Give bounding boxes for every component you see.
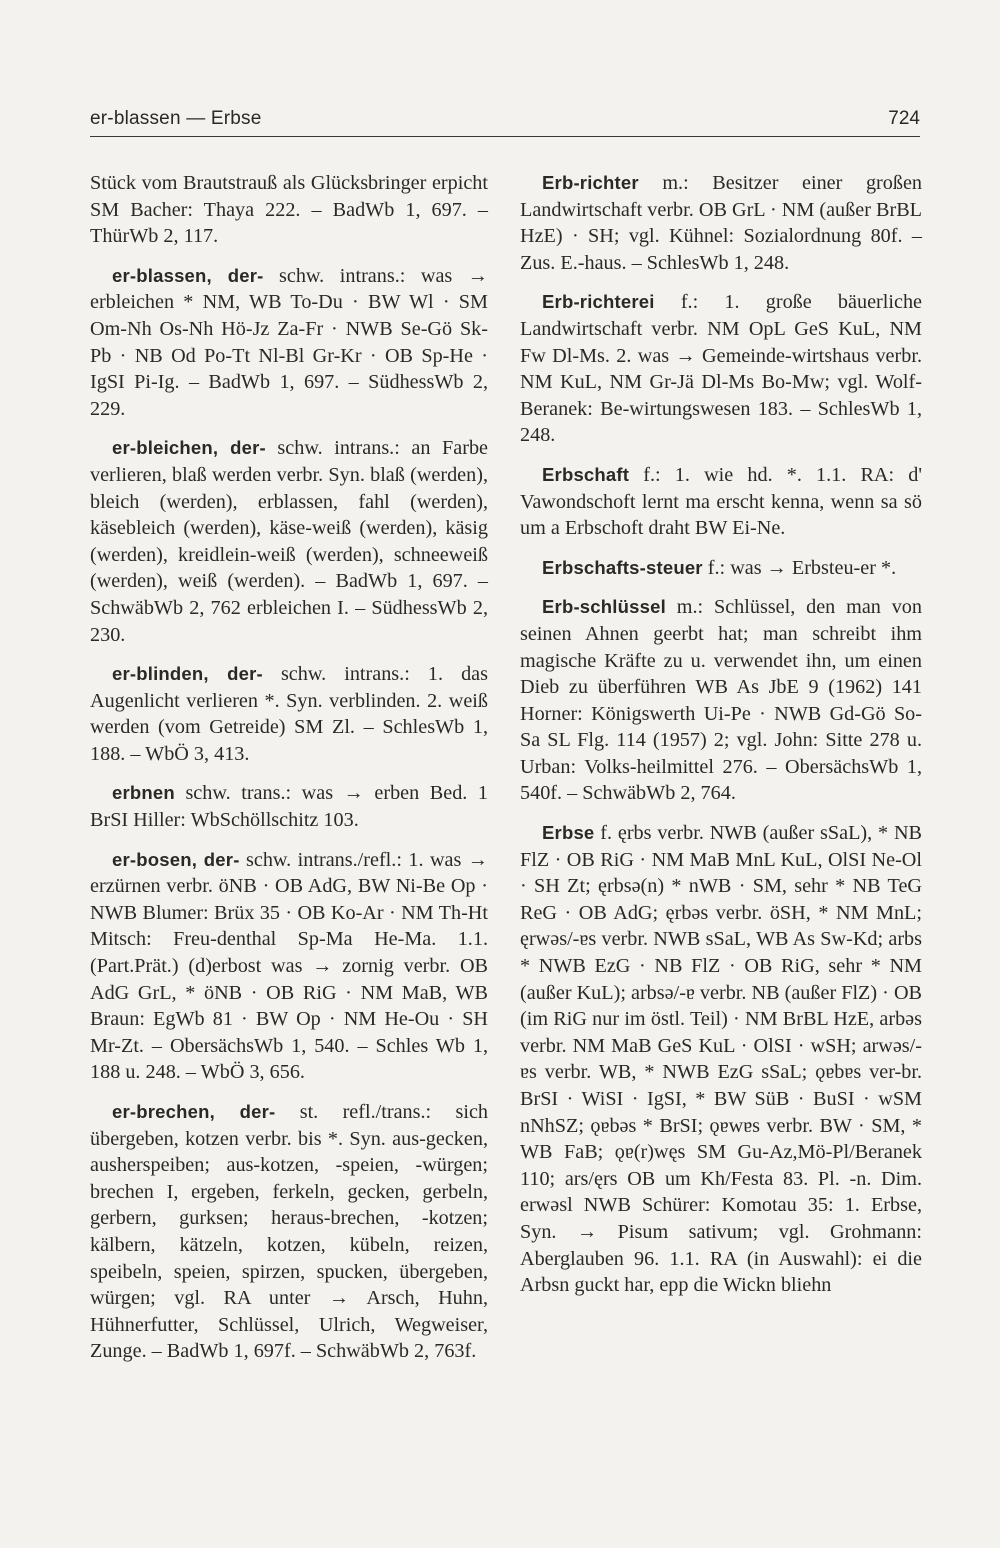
dictionary-entry [520, 462, 922, 542]
dictionary-entry [520, 170, 922, 276]
entry-lemma: er-bosen, der- [112, 848, 240, 870]
entry-lemma: Erbschaft [542, 463, 630, 485]
entry-text: f.: 1. wie hd. *. 1.1. RA: d' Vawondschoft lernt ma erscht kenna, wenn sa sö um a Erbschoft draht BW Ei-Ne. [520, 463, 922, 540]
dictionary-entry [520, 555, 922, 582]
entry-text: st. refl./trans.: sich übergeben, kotzen verbr. bis *. Syn. aus-gecken, ausherspeiben; aus-kotzen, -speien, -würgen; brechen I, ergeben, ferkeln, gecken, gerbeln, gerbern, gurksen; heraus-brechen, -kotzen; kälbern, kätzeln, kotzen, kübeln, reizen, speibeln, speien, spirzen, spucken, übergeben, würgen; vgl. RA unter → Arsch, Huhn, Hühnerfutter, Schlüssel, Ulrich, Wegweiser, Zunge. – BadWb 1, 697f. – SchwäbWb 2, 763f. [90, 1101, 488, 1363]
page-header [90, 104, 920, 137]
left-column [90, 170, 488, 1378]
entry-lemma: Erb-richterei [542, 291, 655, 313]
entry-text: f.: was → Erbsteu-er *. [702, 556, 897, 579]
entry-text: f.: 1. große bäuerliche Landwirtschaft verbr. NM OpL GeS KuL, NM Fw Dl-Ms. 2. was → Gemeinde-wirtshaus verbr. NM KuL, NM Gr-Jä Dl-Ms Bo-Mw; vgl. Wolf-Beranek: Be-wirtungswesen 183. – SchlesWb 1, 248. [520, 291, 922, 447]
entry-text: schw. intrans./refl.: 1. was → erzürnen verbr. öNB · OB AdG, BW Ni-Be Op · NWB Blumer: Brüx 35 · OB Ko-Ar · NM Th-Ht Mitsch: Freu-denthal Sp-Ma He-Ma. 1.1. (Part.Prät.) (d)erbost was → zornig verbr. OB AdG GrL, * öNB · OB RiG · NM MaB, WB Braun: EgWb 81 · BW Op · NM He-Ou · SH Mr-Zt. – ObersächsWb 1, 540. – Schles Wb 1, 188 u. 248. – WbÖ 3, 656. [90, 848, 488, 1084]
entry-lemma: Erbschafts-steuer [542, 556, 703, 578]
entry-text: schw. intrans.: was → erbleichen * NM, WB To-Du · BW Wl · SM Om-Nh Os-Nh Hö-Jz Za-Fr · NWB Se-Gö Sk-Pb · NB Od Po-Tt Nl-Bl Gr-Kr · OB Sp-He · IgSI Pi-Ig. – BadWb 1, 697. – SüdhessWb 2, 229. [90, 264, 488, 420]
page-number: 724 [888, 108, 920, 129]
dictionary-entry [90, 170, 488, 250]
entry-lemma: er-blinden, der- [112, 663, 263, 685]
dictionary-entry [520, 820, 922, 1299]
entry-text: schw. intrans.: 1. das Augenlicht verlieren *. Syn. verblinden. 2. weiß werden (vom Getreide) SM Zl. – SchlesWb 1, 188. – WbÖ 3, 413. [90, 663, 488, 765]
dictionary-entry [90, 263, 488, 423]
dictionary-entry [520, 594, 922, 807]
entry-lemma: Erbse [542, 822, 595, 844]
entry-lemma: Erb-richter [542, 172, 639, 193]
entry-lemma: er-bleichen, der- [112, 437, 266, 459]
dictionary-entry [520, 289, 922, 449]
right-column [520, 170, 922, 1312]
entry-lemma: er-blassen, der- [112, 264, 264, 286]
entry-text: m.: Besitzer einer großen Landwirtschaft verbr. OB GrL · NM (außer BrBL HzE) · SH; vgl. Kühnel: Sozialordnung 80f. – Zus. E.-haus. – SchlesWb 1, 248. [520, 172, 922, 274]
running-head: er-blassen — Erbse [90, 108, 262, 129]
dictionary-entry [90, 780, 488, 833]
dictionary-entry [90, 847, 488, 1086]
entry-text: schw. trans.: was → erben Bed. 1 BrSI Hiller: WbSchöllschitz 103. [90, 782, 488, 832]
entry-lemma: er-brechen, der- [112, 1101, 276, 1122]
entry-text: f. ęrbs verbr. NWB (außer sSaL), * NB FlZ · OB RiG · NM MaB MnL KuL, OlSI Ne-Ol · SH Zt; ęrbsə(n) * nWB · SM, sehr * NB TeG ReG · OB AdG; ęrbəs verbr. öSH, * NM MnL; ęrwəs/-ɐs verbr. NWB sSaL, WB As Sw-Kd; arbs * NWB EzG · NB FlZ · OB RiG, sehr * NM (außer KuL); arbsə/-ɐ verbr. NB (außer FlZ) · OB (im RiG nur im östl. Teil) · NM BrBL HzE, arbəs verbr. NM MaB GeS KuL · OlSI · wSH; arwəs/-ɐs verbr. WB, * NWB EzG sSaL; ǫɐbɐs ver-br. BrSI · WiSI · IgSI, * BW SüB · BuSI · wSM nNhSZ; ǫɐbəs * BrSI; ǫɐwɐs verbr. BW · SM, * WB FaB; ǫɐ(r)węs SM Gu-Az,Mö-Pl/Beranek 110; ars/ęrs OB um Kh/Festa 83. Pl. -n. Dim. erwəsl NWB Schürer: Komotau 35: 1. Erbse, Syn. → Pisum sativum; vgl. Grohmann: Aberglauben 96. 1.1. RA (in Auswahl): ei die Arbsn guckt har, epp die Wickn bliehn [520, 822, 922, 1297]
entry-text: schw. intrans.: an Farbe verlieren, blaß werden verbr. Syn. blaß (werden), bleich (werden), erblassen, fahl (werden), käsebleich (werden), käse-weiß (werden), käsig (werden), kreidlein-weiß (werden), schneeweiß (werden), weiß (werden). – BadWb 1, 697. – SchwäbWb 2, 762 erbleichen I. – SüdhessWb 2, 230. [90, 437, 489, 646]
entry-text: Stück vom Brautstrauß als Glücksbringer erpicht SM Bacher: Thaya 222. – BadWb 1, 697. – ThürWb 2, 117. [90, 172, 488, 248]
entry-lemma: erbnen [112, 782, 175, 804]
entry-text: m.: Schlüssel, den man von seinen Ahnen geerbt hat; man schreibt ihm magische Kräfte zu u. verwendet ihn, um einen Dieb zu überführen WB As JbE 9 (1962) 141 Horner: Königswerth Ui-Pe · NWB Gd-Gö So-Sa SL Flg. 114 (1957) 2; vgl. John: Sitte 278 u. Urban: Volks-heilmittel 276. – ObersächsWb 1, 540f. – SchwäbWb 2, 764. [520, 596, 922, 805]
entry-lemma: Erb-schlüssel [542, 596, 666, 618]
dictionary-entry [90, 1099, 488, 1365]
dictionary-entry [90, 661, 488, 767]
dictionary-entry [90, 435, 488, 648]
